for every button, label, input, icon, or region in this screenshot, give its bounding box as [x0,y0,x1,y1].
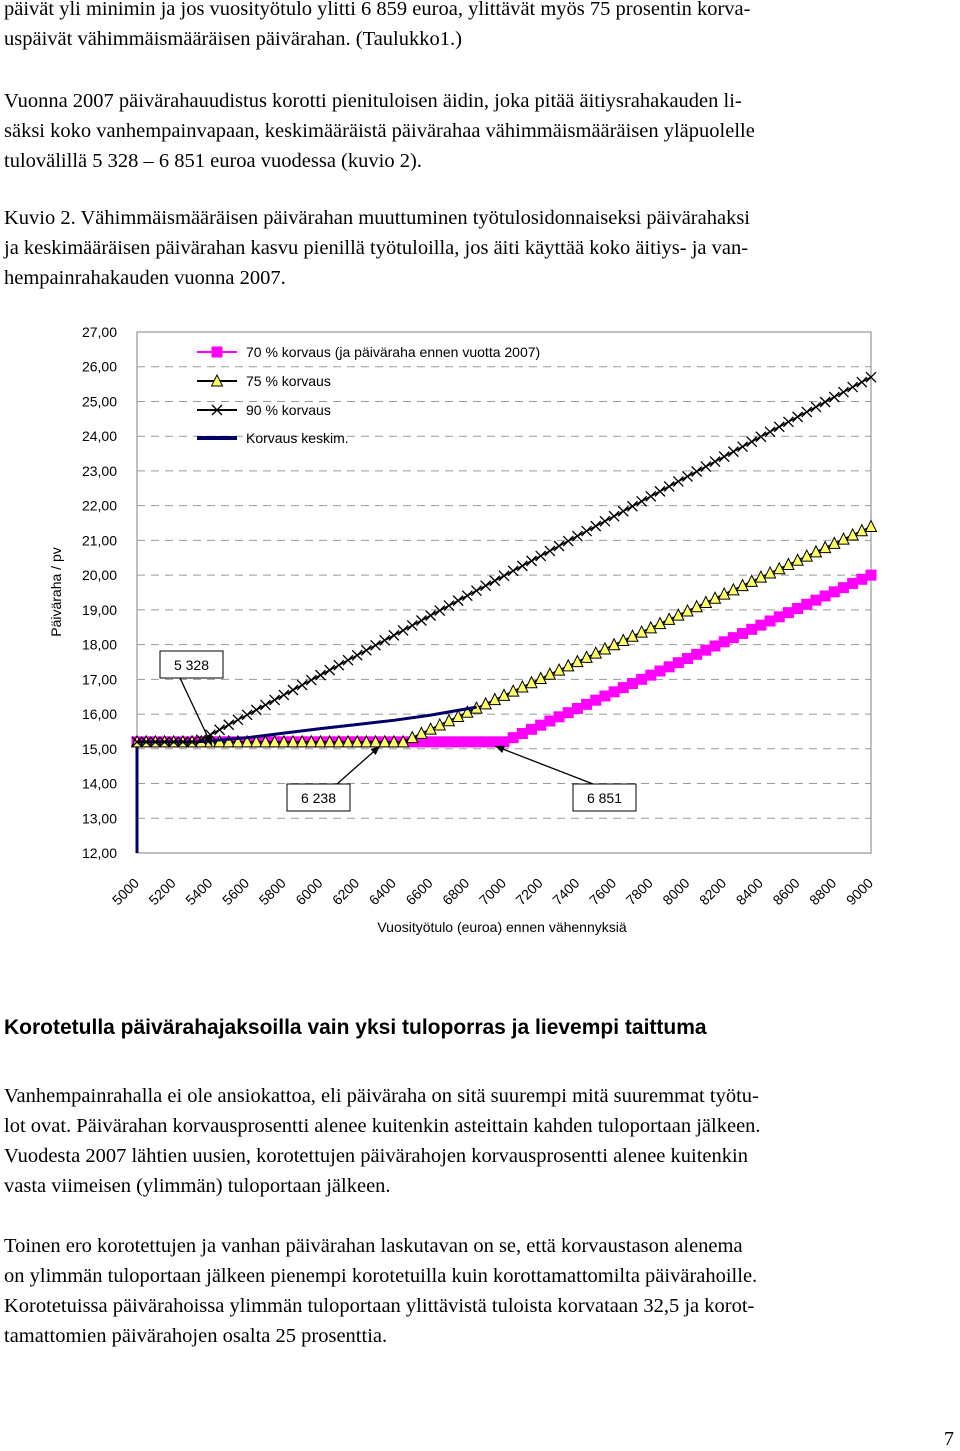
y-tick-label: 21,00 [81,532,117,549]
x-tick-label: 7400 [549,874,583,909]
series-point [407,620,417,630]
series-point [664,662,674,672]
series-point [802,599,812,609]
text-line: Vuonna 2007 päivärahauudistus korotti pienituloisen äidin, joka pitää äitiysrahakauden li- [4,90,742,112]
series-point [820,591,830,601]
text-line: päivät yli minimin ja jos vuosityötulo ylitti 6 859 euroa, ylittävät myös 75 prosentin korva- [4,0,751,20]
annotation [287,746,380,811]
series-point [233,715,243,725]
series-point [838,387,848,397]
series-point [857,377,867,387]
annotation-arrow [180,678,212,746]
series-point [527,724,537,734]
series-point [811,402,821,412]
series-point [453,596,463,606]
annotation [495,746,636,811]
series-point [848,578,858,588]
series-2 [132,521,877,747]
series-point [270,695,280,705]
x-axis-label: Vuosityötulo (euroa) ennen vähennyksiä [377,919,627,935]
legend [197,344,540,446]
x-tick-label: 7800 [622,874,656,909]
series-point [462,737,472,747]
series-point [591,695,601,705]
text-line: tamattomien päivärahojen osalta 25 prosenttia. [4,1325,388,1347]
series-point [426,611,436,621]
y-tick-label: 17,00 [81,671,117,688]
y-tick-labels [82,324,117,861]
x-tick-label: 9000 [842,874,877,909]
x-tick-labels [109,875,876,908]
series-point [609,687,619,697]
series-point [563,536,573,546]
series-point [783,608,793,618]
series-point [866,521,877,532]
series-point [655,666,665,676]
series-point [609,511,619,521]
series-point [508,566,518,576]
series-point [554,541,564,551]
y-tick-label: 26,00 [81,358,117,375]
series-point [664,481,674,491]
series-point [646,670,656,680]
legend-label: 70 % korvaus (ja päiväraha ennen vuotta 2007) [246,344,541,360]
series-point [710,457,720,467]
series-point [600,516,610,526]
text-line: Toinen ero korotettujen ja vanhan päivärahan laskutavan on se, että korvaustason alenema [4,1235,743,1257]
series-point [279,690,289,700]
series-point [260,700,270,710]
text-line: on ylimmän tuloportaan jälkeen pienempi korotetuilla kuin korottamattomilta päivärahoille. [4,1265,758,1287]
y-tick-label: 20,00 [81,567,117,584]
series-point [316,670,326,680]
y-axis-label: Päiväraha / pv [48,547,64,637]
series-point [527,556,537,566]
series-point [471,586,481,596]
series-point [701,462,711,472]
series-point [306,675,316,685]
x-tick-label: 6800 [439,874,473,909]
series-point [499,737,509,747]
arrow-head [495,746,505,753]
legend-label: 75 % korvaus [246,373,331,389]
series-1 [132,570,876,747]
series-point [728,447,738,457]
series-point [692,649,702,659]
series-point [618,683,628,693]
series-point [481,737,491,747]
series-group [132,372,877,853]
series-point [692,467,702,477]
y-tick-label: 19,00 [81,601,117,618]
series-point [352,650,362,660]
series-point [288,685,298,695]
series-point [215,725,225,735]
x-tick-label: 7000 [475,874,510,909]
series-point [517,729,527,739]
series-point [462,591,472,601]
y-tick-label: 22,00 [81,497,117,514]
series-point [471,737,481,747]
text-line: Korotetuissa päivärahoissa ylimmän tuloportaan ylittävistä tuloista korvataan 32,5 ja korot- [4,1295,755,1317]
series-point [728,633,738,643]
legend-label: 90 % korvaus [246,402,331,418]
series-point [508,733,518,743]
x-tick-label: 8200 [695,874,730,909]
series-point [554,712,564,722]
series-point [710,641,720,651]
series-point [398,625,408,635]
series-point [490,737,500,747]
x-tick-label: 6000 [292,874,326,909]
series-point [343,655,353,665]
series-point [453,737,463,747]
annotation-arrow [495,746,593,784]
series-point [618,506,628,516]
series-point [848,382,858,392]
series-point [637,496,647,506]
top-paragraph [4,0,958,54]
series-point [747,437,757,447]
series-point [591,521,601,531]
y-tick-label: 14,00 [81,775,117,792]
x-tick-label: 5400 [182,874,216,909]
series-line [137,575,871,742]
text-line: Vuodesta 2007 lähtien uusien, korotettujen päivärahojen korvausprosentti alenee kuitenkin [4,1145,748,1167]
x-tick-label: 7200 [512,874,546,909]
series-point [673,658,683,668]
text-line: ja keskimääräisen päivärahan kasvu pienillä työtuloilla, jos äiti käyttää koko äitiys- ja van- [4,237,749,259]
text-line: lot ovat. Päivärahan korvausprosentti alenee kuitenkin asteittain kahden tuloportaan jälkeen. [4,1115,761,1137]
x-tick-label: 6200 [328,874,363,909]
series-point [536,720,546,730]
series-point [572,531,582,541]
series-point [683,653,693,663]
series-point [325,665,335,675]
series-point [334,660,344,670]
series-point [802,407,812,417]
section-heading: Korotetulla päivärahajaksoilla vain yksi tuloporras ja lievempi taittuma [4,1016,707,1039]
x-tick-label: 5200 [145,874,179,909]
text-line: hempainrahakauden vuonna 2007. [4,267,286,289]
series-point [829,587,839,597]
page-number: 7 [944,1428,954,1450]
series-point [646,491,656,501]
series-point [829,392,839,402]
line-chart [0,318,960,943]
series-point [765,616,775,626]
x-tick-label: 5000 [108,874,143,909]
figure-caption [4,203,958,293]
series-point [793,412,803,422]
x-tick-label: 8400 [732,874,767,909]
x-tick-label: 8800 [806,874,840,909]
series-point [361,645,371,655]
series-point [783,417,793,427]
text-line: uspäivät vähimmäismääräisen päivärahan. (Taulukko1.) [4,28,462,50]
series-point [572,704,582,714]
text-line: säksi koko vanhempainvapaan, keskimääräistä päivärahaa vähimmäismääräisen yläpuolelle [4,120,755,142]
series-point [719,452,729,462]
text-line: Kuvio 2. Vähimmäismääräisen päivärahan muuttuminen työtulosidonnaiseksi päivärahaksi [4,207,750,229]
annotation-label: 5 328 [173,657,210,673]
annotation-label: 6 851 [586,790,623,806]
series-point [637,674,647,684]
series-point [499,571,509,581]
x-tick-label: 8600 [769,874,803,909]
series-point [242,710,252,720]
x-tick-label: 8000 [659,874,693,909]
series-point [251,705,261,715]
series-point [774,612,784,622]
series-point [517,561,527,571]
series-point [435,737,445,747]
series-point [811,595,821,605]
series-point [435,606,445,616]
y-tick-label: 23,00 [81,462,117,479]
series-point [582,699,592,709]
series-point [444,601,454,611]
x-tick-label: 5800 [255,874,289,909]
y-tick-label: 13,00 [81,810,117,827]
series-point [683,471,693,481]
series-point [224,720,234,730]
series-point [747,624,757,634]
series-point [701,645,711,655]
series-point [738,628,748,638]
body-paragraph-2 [4,1231,958,1351]
y-tick-label: 16,00 [81,706,117,723]
text-line: Vanhempainrahalla ei ole ansiokattoa, eli päiväraha on sitä suurempi mitä suuremmat työtu- [4,1085,759,1107]
x-tick-label: 6400 [365,874,400,909]
y-tick-label: 27,00 [81,324,117,340]
annotation-label: 6 238 [300,790,337,806]
series-line [137,527,871,742]
series-point [444,737,454,747]
y-tick-label: 25,00 [81,393,117,410]
series-point [866,570,876,580]
series-point [545,716,555,726]
series-point [536,551,546,561]
body-paragraph-1 [4,1081,958,1201]
legend-label: Korvaus keskim. [246,430,349,446]
y-tick-label: 15,00 [81,740,117,757]
series-point [600,691,610,701]
series-point [545,546,555,556]
series-point [481,581,491,591]
series-point [774,422,784,432]
series-point [416,615,426,625]
series-point [838,583,848,593]
x-tick-label: 7600 [585,874,620,909]
series-point [389,630,399,640]
series-point [380,635,390,645]
series-point [756,432,766,442]
series-point [719,637,729,647]
x-tick-label: 5600 [218,874,253,909]
series-point [857,574,867,584]
series-point [297,680,307,690]
legend-swatch-marker [212,347,222,357]
series-point [738,442,748,452]
series-point [563,708,573,718]
series-point [582,526,592,536]
series-point [673,476,683,486]
x-tick-label: 6600 [402,874,436,909]
y-tick-label: 24,00 [81,428,117,445]
series-point [655,486,665,496]
y-tick-label: 18,00 [81,636,117,653]
series-point [627,501,637,511]
series-point [627,679,637,689]
y-tick-label: 12,00 [81,845,117,861]
series-point [765,427,775,437]
text-line: vasta viimeisen (ylimmän) tuloportaan jälkeen. [4,1175,391,1197]
series-point [371,640,381,650]
text-line: tulovälillä 5 328 – 6 851 euroa vuodessa (kuvio 2). [4,150,422,172]
intro-paragraph [4,86,958,176]
series-point [756,620,766,630]
series-point [793,603,803,613]
series-point [820,397,830,407]
series-point [490,576,500,586]
